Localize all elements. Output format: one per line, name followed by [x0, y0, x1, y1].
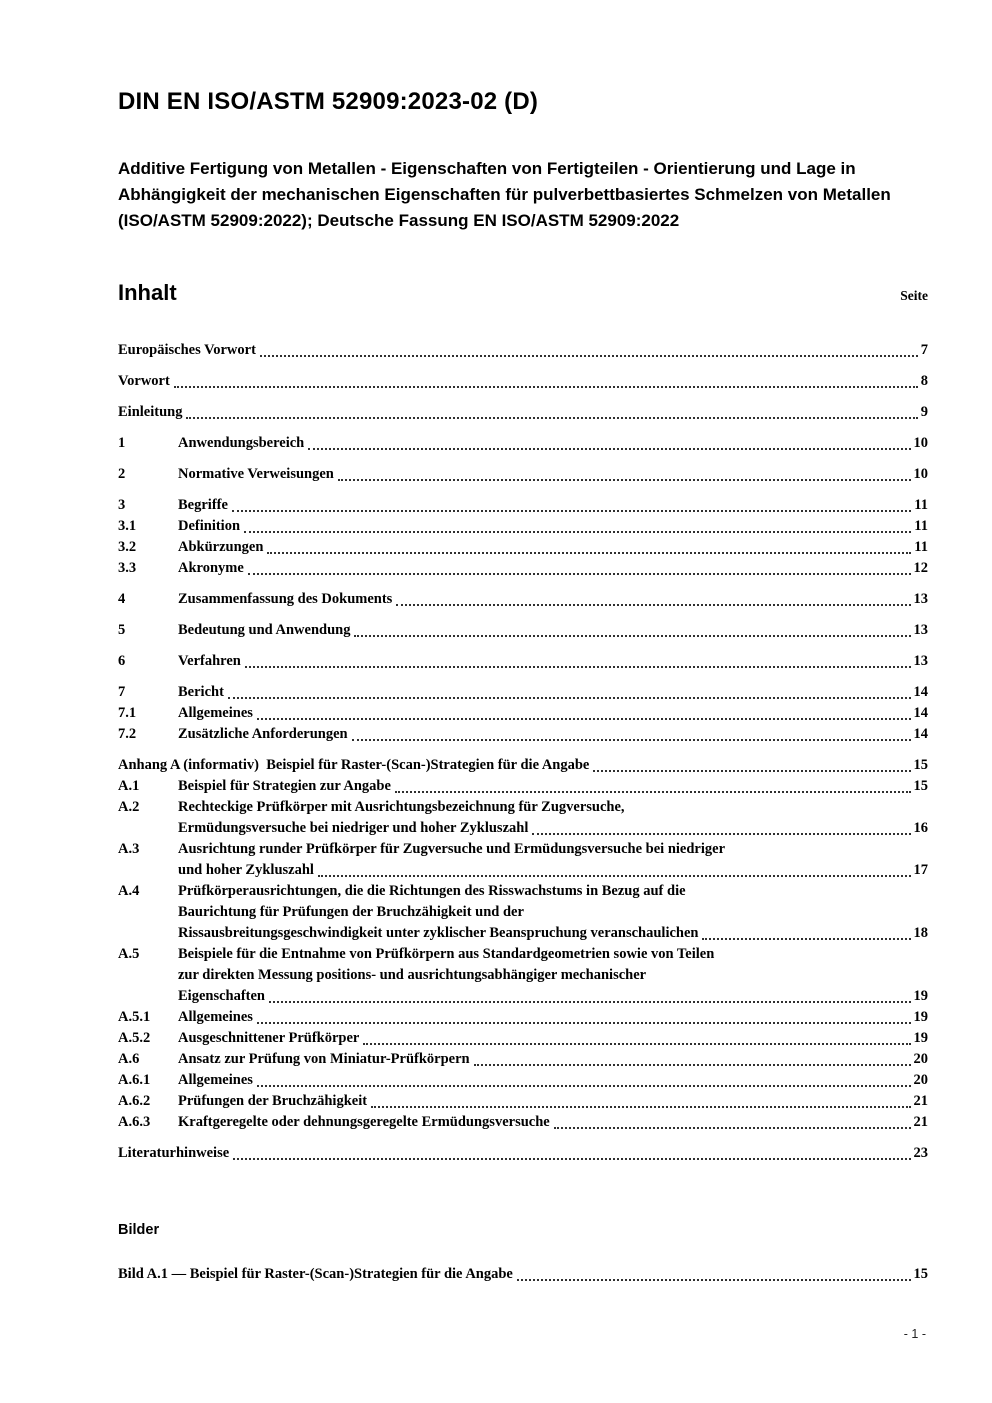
- toc-entry-label: Begriffe: [178, 497, 228, 513]
- toc-entry-page: 9: [920, 404, 928, 420]
- toc-entry-line: [178, 1028, 928, 1049]
- toc-entry-label: Definition: [178, 518, 241, 534]
- toc-entry-body: [178, 1070, 928, 1091]
- toc-entry-body: [118, 402, 928, 423]
- toc-entry-page: 7: [920, 342, 928, 358]
- toc-entry: [118, 881, 928, 944]
- toc-entry-number: A.6.2: [118, 1093, 151, 1109]
- dot-leader: [371, 1106, 910, 1108]
- toc-entry: [118, 558, 928, 579]
- toc-entry-body: [118, 1143, 928, 1164]
- toc-entry-line: [118, 755, 928, 776]
- toc-entry-body: [178, 433, 928, 454]
- toc-entry-label: Ermüdungsversuche bei niedriger und hoher Zykluszahl: [178, 820, 529, 836]
- dot-leader: [186, 417, 917, 419]
- toc-entry-label: und hoher Zykluszahl: [178, 862, 314, 878]
- toc-entry-body: [178, 537, 928, 558]
- toc-entry-body: [178, 724, 928, 745]
- toc-entry-number: A.6.1: [118, 1072, 151, 1088]
- toc-entry: [118, 1007, 928, 1028]
- dot-leader: [318, 875, 911, 877]
- toc-entry-page: 20: [913, 1051, 928, 1067]
- toc-entry-line: [178, 923, 928, 944]
- toc-entry-body: [178, 776, 928, 797]
- toc-entry-number: 6: [118, 653, 126, 669]
- toc-entry-body: [178, 1049, 928, 1070]
- toc-entry-label: Allgemeines: [178, 705, 253, 721]
- toc-entry-page: 18: [913, 925, 928, 941]
- dot-leader: [257, 1085, 911, 1087]
- toc-entry: [118, 776, 928, 797]
- toc-entry-number: A.5: [118, 946, 140, 962]
- dot-leader: [308, 448, 910, 450]
- toc-entry: [118, 1264, 928, 1285]
- doc-number-title: DIN EN ISO/ASTM 52909:2023-02 (D): [118, 88, 539, 115]
- toc-entry-label: Vorwort: [118, 373, 170, 389]
- toc-entry-label: Allgemeines: [178, 1009, 253, 1025]
- dot-leader: [396, 604, 910, 606]
- toc-entry-label: Verfahren: [178, 653, 241, 669]
- toc-entry: [118, 682, 928, 703]
- toc-entry: [118, 703, 928, 724]
- toc-entry-number: A.1: [118, 778, 140, 794]
- dot-leader: [269, 1001, 911, 1003]
- toc-entry-label: Allgemeines: [178, 1072, 253, 1088]
- dot-leader: [245, 666, 911, 668]
- toc-entry-number: 5: [118, 622, 126, 638]
- toc-entry-label: zur direkten Messung positions- und ausrichtungsabhängiger mechanischer: [178, 967, 647, 983]
- toc-entry: [118, 1028, 928, 1049]
- toc-entry-label: Ansatz zur Prüfung von Miniatur-Prüfkörpern: [178, 1051, 470, 1067]
- dot-leader: [474, 1064, 911, 1066]
- figures-list: [118, 1264, 928, 1285]
- toc-entry-page: 17: [913, 862, 928, 878]
- toc-entry-line: [178, 986, 928, 1007]
- toc-entry-line: [118, 371, 928, 392]
- page-number-footer: - 1 -: [903, 1327, 926, 1341]
- toc-entry-number: A.5.1: [118, 1009, 151, 1025]
- toc-entry: [118, 944, 928, 1007]
- dot-leader: [517, 1279, 911, 1281]
- toc-entry-label: Einleitung: [118, 404, 183, 420]
- toc-entry-body: [178, 1091, 928, 1112]
- toc-entry-line: [118, 340, 928, 361]
- toc-entry-line: [178, 1049, 928, 1070]
- dot-leader: [354, 635, 910, 637]
- toc-entry-body: [178, 516, 928, 537]
- toc-entry-page: 13: [913, 591, 928, 607]
- toc-entry-label: Ausgeschnittener Prüfkörper: [178, 1030, 360, 1046]
- toc-entry-line: [178, 1070, 928, 1091]
- toc-entry-label: Zusammenfassung des Dokuments: [178, 591, 393, 607]
- toc-entry: [118, 1143, 928, 1164]
- dot-leader: [174, 386, 918, 388]
- toc-entry-number: 3.2: [118, 539, 137, 555]
- toc-entry-page: 13: [913, 653, 928, 669]
- dot-leader: [257, 1022, 911, 1024]
- toc-entry: [118, 839, 928, 881]
- toc-entry-number: A.2: [118, 799, 140, 815]
- toc-entry-line: [178, 620, 928, 641]
- toc-entry: [118, 755, 928, 776]
- toc-entry-label: Normative Verweisungen: [178, 466, 334, 482]
- toc-entry-page: 23: [913, 1145, 928, 1161]
- toc-entry-label: Ausrichtung runder Prüfkörper für Zugversuche und Ermüdungsversuche bei niedriger: [178, 841, 726, 857]
- toc-entry-body: [178, 881, 928, 944]
- dot-leader: [352, 739, 911, 741]
- toc-entry-number: 2: [118, 466, 126, 482]
- toc-entry-label: Abkürzungen: [178, 539, 264, 555]
- dot-leader: [702, 938, 910, 940]
- toc-entry-body: [118, 371, 928, 392]
- toc-list: [118, 340, 928, 1164]
- toc-entry-line: [178, 860, 928, 881]
- toc-entry: [118, 433, 928, 454]
- toc-entry-label: Bedeutung und Anwendung: [178, 622, 351, 638]
- dot-leader: [554, 1127, 911, 1129]
- toc-entry-line: [178, 495, 928, 516]
- toc-entry-page: 11: [914, 497, 928, 513]
- toc-entry-line: [178, 839, 928, 860]
- toc-entry-number: 3.3: [118, 560, 137, 576]
- toc-entry-line: [178, 1007, 928, 1028]
- toc-entry-label: Rissausbreitungsgeschwindigkeit unter zyklischer Beanspruchung veranschaulichen: [178, 925, 699, 941]
- toc-entry-page: 15: [913, 1266, 928, 1282]
- toc-entry-label: Europäisches Vorwort: [118, 342, 256, 358]
- toc-entry-body: [178, 589, 928, 610]
- toc-entry-page: 19: [913, 1009, 928, 1025]
- toc-entry-page: 21: [913, 1114, 928, 1130]
- toc-entry-number: 4: [118, 591, 126, 607]
- toc-entry: [118, 495, 928, 516]
- toc-entry-number: 7.2: [118, 726, 137, 742]
- toc-entry-body: [178, 464, 928, 485]
- toc-entry-number: 3.1: [118, 518, 137, 534]
- toc-entry-line: [118, 402, 928, 423]
- toc-entry: [118, 537, 928, 558]
- toc-entry-page: 15: [913, 778, 928, 794]
- toc-entry-number: 7: [118, 684, 126, 700]
- toc-entry: [118, 402, 928, 423]
- dot-leader: [233, 1158, 910, 1160]
- toc-entry-label: Zusätzliche Anforderungen: [178, 726, 348, 742]
- toc-entry: [118, 371, 928, 392]
- toc-entry-label: Prüfungen der Bruchzähigkeit: [178, 1093, 368, 1109]
- toc-entry-label: Beispiel für Strategien zur Angabe: [178, 778, 391, 794]
- toc-entry-number: A.6: [118, 1051, 140, 1067]
- toc-entry-body: [178, 1028, 928, 1049]
- toc-entry-page: 14: [913, 684, 928, 700]
- toc-entry-line: [178, 1112, 928, 1133]
- toc-entry: [118, 724, 928, 745]
- toc-entry-label: Anwendungsbereich: [178, 435, 305, 451]
- dot-leader: [593, 770, 910, 772]
- toc-entry-line: [178, 881, 928, 902]
- dot-leader: [228, 697, 911, 699]
- dot-leader: [532, 833, 910, 835]
- toc-entry-body: [178, 703, 928, 724]
- dot-leader: [338, 479, 911, 481]
- toc-entry-page: 16: [913, 820, 928, 836]
- toc-entry-line: [178, 703, 928, 724]
- toc-entry: [118, 1112, 928, 1133]
- dot-leader: [248, 573, 911, 575]
- toc-entry: [118, 1091, 928, 1112]
- toc-entry-number: A.6.3: [118, 1114, 151, 1130]
- toc-entry-line: [178, 651, 928, 672]
- dot-leader: [260, 355, 918, 357]
- toc-entry-number: A.4: [118, 883, 140, 899]
- toc-entry-body: [178, 651, 928, 672]
- toc-entry-page: 11: [914, 539, 928, 555]
- toc-entry: [118, 464, 928, 485]
- toc-entry-body: [118, 1264, 928, 1285]
- toc-entry-label: Beispiele für die Entnahme von Prüfkörpern aus Standardgeometrien sowie von Teilen: [178, 946, 715, 962]
- toc-entry-page: 14: [913, 726, 928, 742]
- toc-entry-body: [178, 495, 928, 516]
- toc-entry-label: Prüfkörperausrichtungen, die die Richtungen des Risswachstums in Bezug auf die: [178, 883, 686, 899]
- toc-entry-label: Literaturhinweise: [118, 1145, 230, 1161]
- toc-entry-line: [118, 1143, 928, 1164]
- toc-entry-number: 1: [118, 435, 126, 451]
- toc-entry-line: [178, 516, 928, 537]
- toc-entry: [118, 651, 928, 672]
- toc-entry-body: [178, 944, 928, 1007]
- toc-entry-body: [118, 340, 928, 361]
- toc-entry-body: [178, 620, 928, 641]
- toc-entry-body: [178, 682, 928, 703]
- dot-leader: [267, 552, 911, 554]
- toc-entry-line: [178, 902, 928, 923]
- toc-heading: Inhalt: [118, 280, 177, 305]
- toc-entry-line: [178, 464, 928, 485]
- toc-entry-line: [178, 589, 928, 610]
- toc-entry-line: [178, 1091, 928, 1112]
- toc-entry-page: 12: [913, 560, 928, 576]
- toc-entry-line: [178, 558, 928, 579]
- toc-entry-body: [178, 558, 928, 579]
- figures-heading: Bilder: [118, 1222, 160, 1238]
- toc-entry-number: 3: [118, 497, 126, 513]
- toc-entry: [118, 797, 928, 839]
- toc-entry-line: [178, 724, 928, 745]
- toc-entry: [118, 620, 928, 641]
- toc-entry-line: [178, 818, 928, 839]
- toc-entry-line: [118, 1264, 928, 1285]
- toc-header: [118, 280, 928, 306]
- toc-entry-number: 7.1: [118, 705, 137, 721]
- toc-entry-line: [178, 682, 928, 703]
- dot-leader: [244, 531, 911, 533]
- toc-entry-page: 14: [913, 705, 928, 721]
- page-column-label: Seite: [900, 288, 928, 303]
- toc-entry-label: Bild A.1 — Beispiel für Raster-(Scan-)Strategien für die Angabe: [118, 1266, 513, 1282]
- toc-entry-line: [178, 797, 928, 818]
- dot-leader: [363, 1043, 910, 1045]
- toc-entry-body: [178, 1112, 928, 1133]
- toc-entry-body: [178, 1007, 928, 1028]
- toc-entry-number: A.3: [118, 841, 140, 857]
- toc-entry-page: 19: [913, 1030, 928, 1046]
- dot-leader: [395, 791, 911, 793]
- toc-entry: [118, 1049, 928, 1070]
- toc-entry-page: 21: [913, 1093, 928, 1109]
- toc-entry-number: A.5.2: [118, 1030, 151, 1046]
- toc-entry-page: 19: [913, 988, 928, 1004]
- toc-entry-label: Kraftgeregelte oder dehnungsgeregelte Ermüdungsversuche: [178, 1114, 550, 1130]
- toc-entry-label: Akronyme: [178, 560, 244, 576]
- doc-title: Additive Fertigung von Metallen - Eigenschaften von Fertigteilen - Orientierung und Lage in Abhängigkeit der mechanischen Eigenschaften für pulverbettbasiertes Schmelzen von Metallen (ISO/ASTM 52909:2022); Deutsche Fassung EN ISO/ASTM 52909:2022: [118, 159, 891, 230]
- toc-entry-body: [118, 755, 928, 776]
- toc-entry: [118, 340, 928, 361]
- toc-entry-body: [178, 797, 928, 839]
- toc-entry-label: Rechteckige Prüfkörper mit Ausrichtungsbezeichnung für Zugversuche,: [178, 799, 625, 815]
- toc-entry: [118, 589, 928, 610]
- toc-entry: [118, 1070, 928, 1091]
- toc-entry-line: [178, 537, 928, 558]
- toc-entry-page: 13: [913, 622, 928, 638]
- toc-entry-page: 8: [920, 373, 928, 389]
- toc-entry-label: Eigenschaften: [178, 988, 265, 1004]
- toc-entry-line: [178, 776, 928, 797]
- toc-entry-label: Baurichtung für Prüfungen der Bruchzähigkeit und der: [178, 904, 524, 920]
- toc-entry-page: 15: [913, 757, 928, 773]
- toc-entry-page: 20: [913, 1072, 928, 1088]
- toc-entry-line: [178, 965, 928, 986]
- dot-leader: [232, 510, 911, 512]
- toc-entry: [118, 516, 928, 537]
- toc-entry-label: Bericht: [178, 684, 224, 700]
- toc-entry-label: Anhang A (informativ) Beispiel für Raster-(Scan-)Strategien für die Angabe: [118, 757, 590, 773]
- toc-entry-page: 10: [913, 435, 928, 451]
- toc-entry-body: [178, 839, 928, 881]
- toc-entry-page: 10: [913, 466, 928, 482]
- toc-entry-line: [178, 944, 928, 965]
- dot-leader: [257, 718, 911, 720]
- toc-entry-page: 11: [914, 518, 928, 534]
- toc-entry-line: [178, 433, 928, 454]
